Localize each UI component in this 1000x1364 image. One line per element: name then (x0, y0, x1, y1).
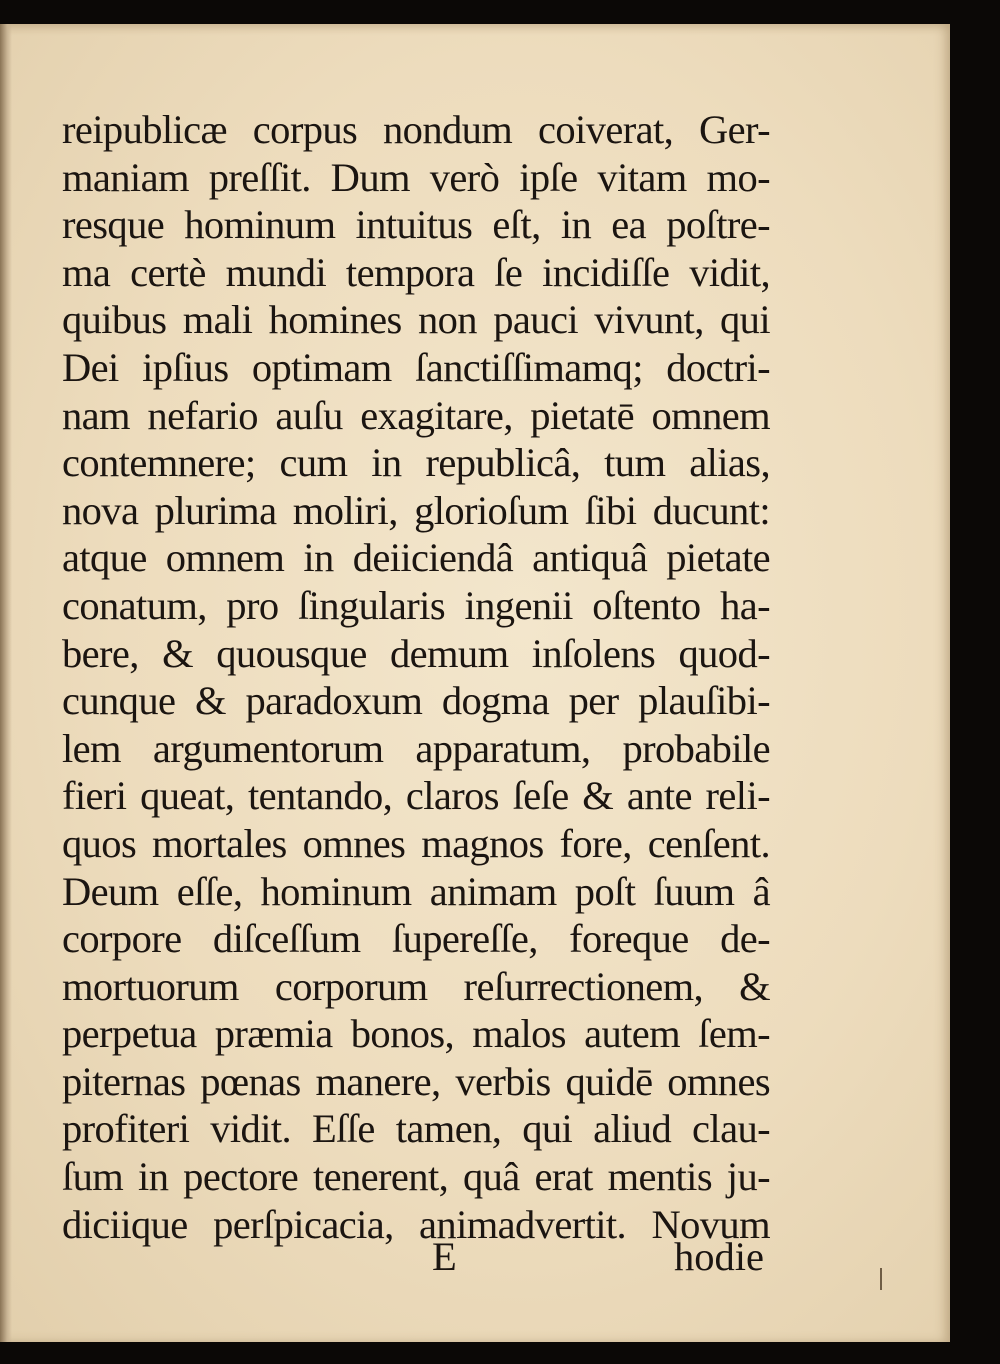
text-line: nova plurima moliri, glorioſum ſibi ducunt: (62, 487, 770, 533)
text-line: resque hominum intuitus eſt, in ea poſtre- (62, 202, 770, 248)
text-line: fieri queat, tentando, claros ſeſe & ante reli- (62, 773, 770, 819)
text-line: contemnere; cum in republicâ, tum alias, (62, 440, 770, 486)
text-line: profiteri vidit. Eſſe tamen, qui aliud clau- (62, 1106, 770, 1152)
page-footer (62, 1233, 770, 1280)
text-line: diciique perſpicacia, animadvertit. Novum (62, 1201, 770, 1247)
text-line: lem argumentorum apparatum, probabile (62, 725, 770, 771)
text-line: quibus mali homines non pauci vivunt, qui (62, 297, 770, 343)
margin-mark (880, 1268, 882, 1290)
text-line: maniam preſſit. Dum verò ipſe vitam mo- (62, 154, 770, 200)
text-line: Dei ipſius optimam ſanctiſſimamq; doctri- (62, 344, 770, 390)
text-line: mortuorum corporum reſurrectionem, & (62, 963, 770, 1009)
text-line: atque omnem in deiiciendâ antiquâ pietate (62, 535, 770, 581)
book-page (0, 24, 950, 1342)
text-line: perpetua præmia bonos, malos autem ſem- (62, 1011, 770, 1057)
body-text (62, 106, 770, 1248)
signature-mark: E (432, 1234, 457, 1279)
catchword: hodie (674, 1234, 764, 1279)
text-line: corpore diſceſſum ſupereſſe, foreque de- (62, 916, 770, 962)
text-line: ſum in pectore tenerent, quâ erat mentis ju- (62, 1154, 770, 1200)
text-line: piternas pœnas manere, verbis quidē omnes (62, 1058, 770, 1104)
text-line: quos mortales omnes magnos fore, cenſent. (62, 820, 770, 866)
text-line: conatum, pro ſingularis ingenii oſtento ha- (62, 582, 770, 628)
text-line: bere, & quousque demum inſolens quod- (62, 630, 770, 676)
text-line: Deum eſſe, hominum animam poſt ſuum â (62, 868, 770, 914)
text-line: nam nefario auſu exagitare, pietatē omnem (62, 392, 770, 438)
page-gutter (0, 24, 12, 1342)
text-line: ma certè mundi tempora ſe incidiſſe vidit, (62, 249, 770, 295)
text-line: cunque & paradoxum dogma per plauſibi- (62, 678, 770, 724)
text-line: reipublicæ corpus nondum coiverat, Ger- (62, 107, 770, 152)
